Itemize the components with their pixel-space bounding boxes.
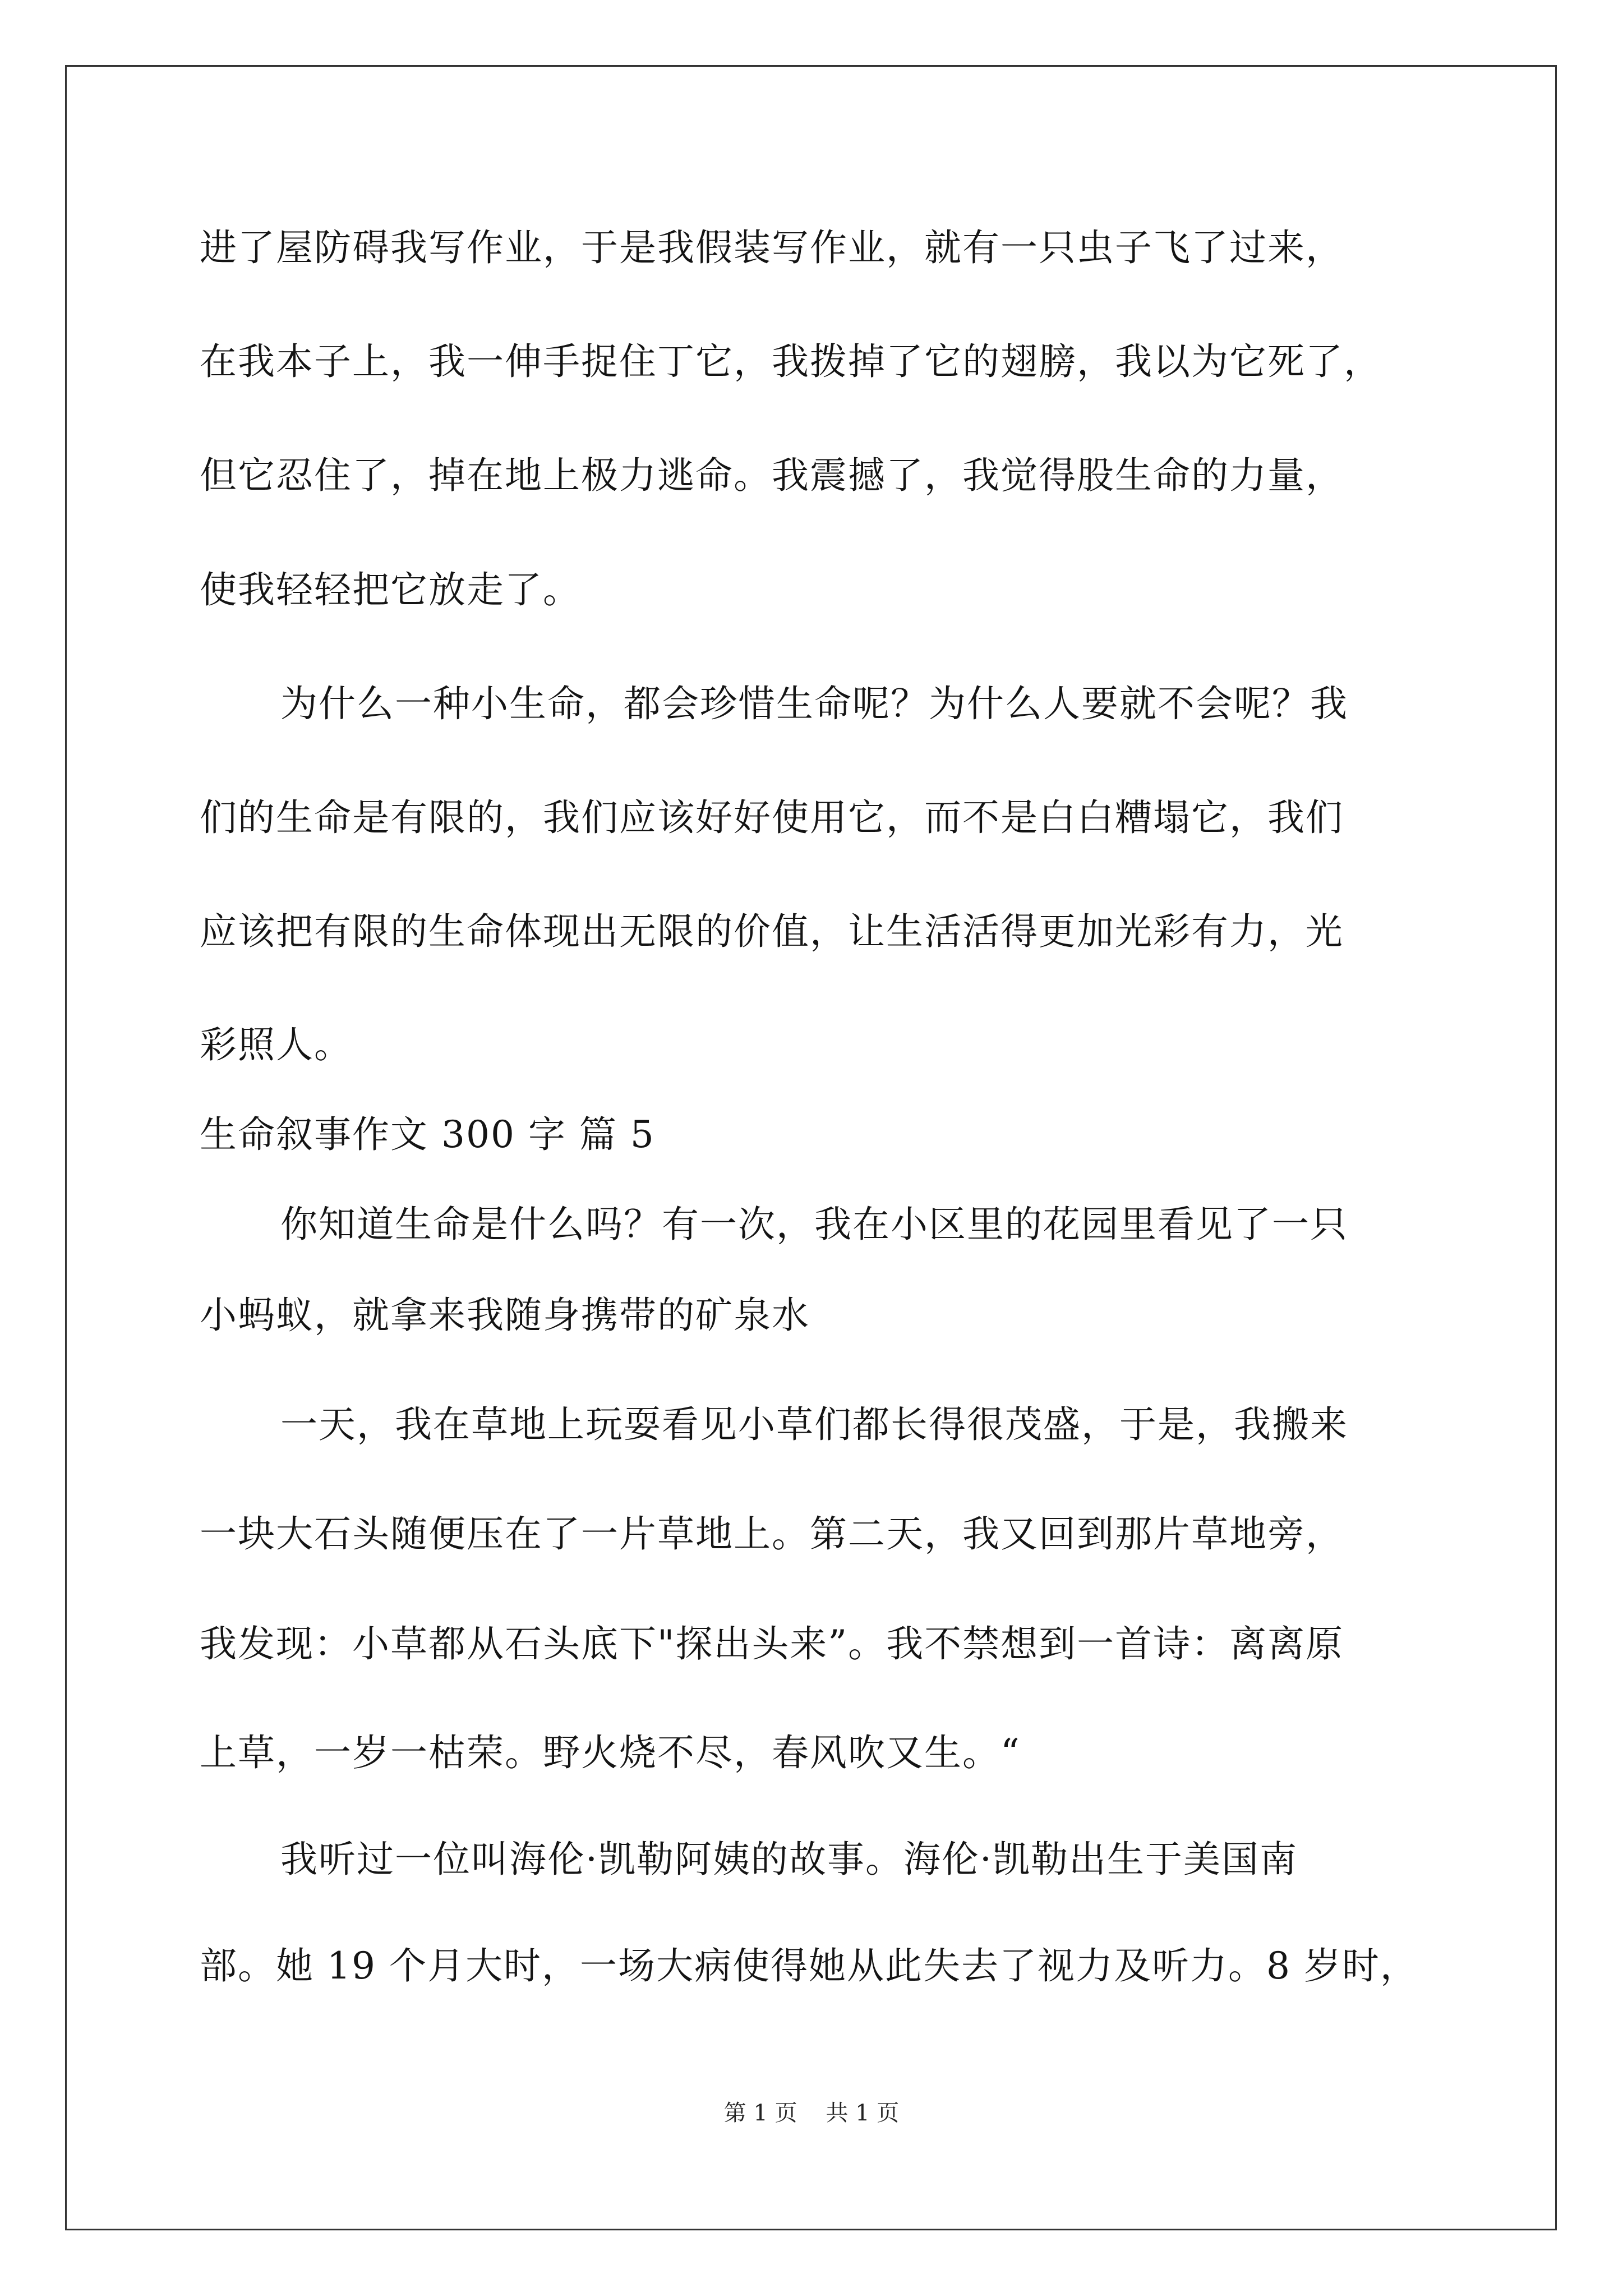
section-heading: 生命叙事作文 300 字 篇 5 (200, 1113, 655, 1156)
paragraph-2-line-3: 应该把有限的生命体现出无限的价值，让生活活得更加光彩有力，光 (200, 910, 1344, 953)
paragraph-2-line-4: 彩照人。 (200, 1023, 352, 1066)
paragraph-1-line-4: 使我轻轻把它放走了。 (200, 568, 581, 611)
paragraph-2-line-1: 为什么一种小生命，都会珍惜生命呢？为什么人要就不会呢？我 (280, 682, 1348, 725)
paragraph-4-line-4: 上草，一岁一枯荣。野火烧不尽，春风吹又生。“ (200, 1731, 1021, 1774)
paragraph-1-line-1: 进了屋防碍我写作业，于是我假装写作业，就有一只虫子飞了过来， (200, 226, 1344, 269)
paragraph-1-line-2: 在我本子上，我一伸手捉住丁它，我拨掉了它的翅膀，我以为它死了， (200, 340, 1382, 383)
paragraph-3-line-1: 你知道生命是什么吗？有一次，我在小区里的花园里看见了一只 (280, 1203, 1348, 1246)
paragraph-4-line-1: 一天，我在草地上玩耍看见小草们都长得很茂盛，于是，我搬来 (280, 1403, 1348, 1446)
paragraph-5-line-2: 部。她 19 个月大时，一场大病使得她从此失去了视力及听力。8 岁时， (200, 1944, 1418, 1987)
page-footer: 第 1 页 共 1 页 (723, 2100, 900, 2126)
paragraph-2-line-2: 们的生命是有限的，我们应该好好使用它，而不是白白糟塌它，我们 (200, 796, 1344, 839)
paragraph-4-line-3: 我发现：小草都从石头底下"探出头来”。我不禁想到一首诗：离离原 (200, 1622, 1344, 1665)
paragraph-5-line-1: 我听过一位叫海伦·凯勒阿姨的故事。海伦·凯勒出生于美国南 (280, 1838, 1298, 1881)
paragraph-1-line-3: 但它忍住了，掉在地上极力逃命。我震撼了，我觉得股生命的力量， (200, 454, 1344, 497)
paragraph-4-line-2: 一块大石头随便压在了一片草地上。第二天，我又回到那片草地旁， (200, 1512, 1344, 1556)
paragraph-3-line-2: 小蚂蚁，就拿来我随身携带的矿泉水 (200, 1294, 810, 1337)
